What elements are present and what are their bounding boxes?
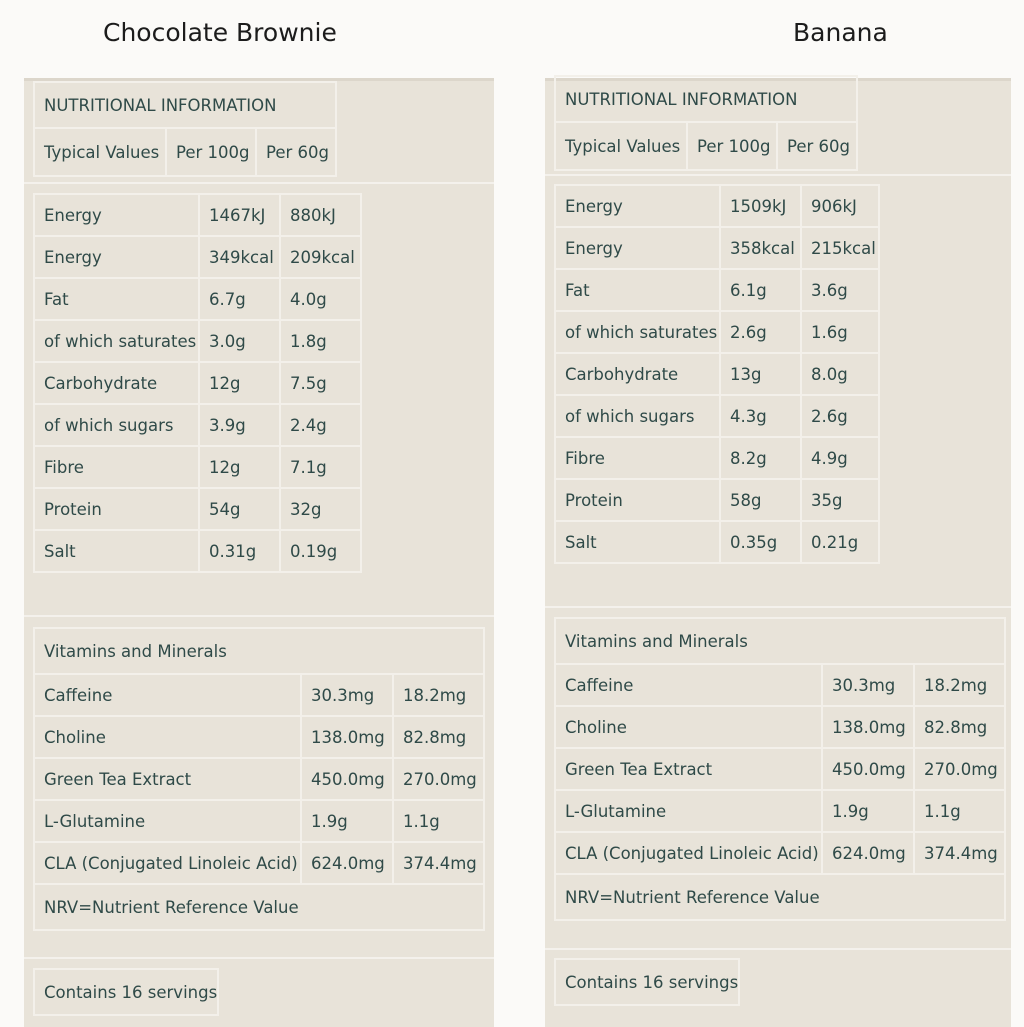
nutrient-row: [34, 404, 361, 446]
vitamin-per-100g: 1.9g: [822, 790, 914, 832]
nutrient-per-100g: 1509kJ: [720, 185, 801, 227]
vitamin-per-60g: 18.2mg: [914, 664, 1005, 706]
nutrient-per-60g: 4.9g: [801, 437, 879, 479]
nutrient-name: Protein: [34, 488, 199, 530]
vitamin-name: Green Tea Extract: [555, 748, 822, 790]
nutrient-row: [34, 362, 361, 404]
nutrition-values-table: [33, 193, 362, 573]
nutrient-per-60g: 209kcal: [280, 236, 361, 278]
vitamin-per-60g: 270.0mg: [393, 758, 484, 800]
header-columns-row: [555, 122, 857, 170]
nutrient-name: Energy: [555, 185, 720, 227]
nutrient-per-100g: 58g: [720, 479, 801, 521]
nutrient-name: Salt: [34, 530, 199, 572]
column-typical-values: Typical Values: [555, 122, 687, 170]
vitamin-per-60g: 374.4mg: [914, 832, 1005, 874]
vitamin-name: Green Tea Extract: [34, 758, 301, 800]
nrv-note-row: [555, 874, 1005, 920]
vitamin-per-60g: 1.1g: [393, 800, 484, 842]
vitamin-per-100g: 450.0mg: [301, 758, 393, 800]
nutrient-per-100g: 8.2g: [720, 437, 801, 479]
nutrient-row: [34, 236, 361, 278]
servings-count: Contains 16 servings: [555, 959, 739, 1005]
vitamin-per-60g: 374.4mg: [393, 842, 484, 884]
nutrient-row: [555, 437, 879, 479]
nutrient-per-100g: 358kcal: [720, 227, 801, 269]
section-divider: [545, 948, 1011, 950]
section-divider: [24, 182, 494, 184]
nutrient-per-100g: 12g: [199, 446, 280, 488]
vitamin-row: [34, 800, 484, 842]
vitamins-minerals-heading: Vitamins and Minerals: [555, 618, 1005, 664]
nutrient-per-60g: 35g: [801, 479, 879, 521]
nutrient-per-100g: 3.9g: [199, 404, 280, 446]
nutrition-header-table: [33, 81, 337, 177]
vitamin-name: Choline: [555, 706, 822, 748]
vitamin-per-60g: 1.1g: [914, 790, 1005, 832]
nutrient-name: Energy: [34, 236, 199, 278]
vitamin-per-60g: 82.8mg: [393, 716, 484, 758]
nutrient-name: Salt: [555, 521, 720, 563]
nutrient-per-60g: 2.4g: [280, 404, 361, 446]
vitamins-minerals-table: [554, 617, 1006, 921]
nutrient-row: [555, 269, 879, 311]
header-heading-row: [555, 76, 857, 122]
nutrient-row: [555, 395, 879, 437]
nutrient-per-100g: 2.6g: [720, 311, 801, 353]
nutrient-per-60g: 8.0g: [801, 353, 879, 395]
vitamin-row: [555, 832, 1005, 874]
nrv-note: NRV=Nutrient Reference Value: [555, 874, 1005, 920]
vitamins-heading-row: [34, 628, 484, 674]
nutrient-name: Carbohydrate: [555, 353, 720, 395]
nutrient-row: [34, 320, 361, 362]
nutrient-per-60g: 7.1g: [280, 446, 361, 488]
vitamin-row: [555, 748, 1005, 790]
nutrient-row: [555, 521, 879, 563]
nutrient-row: [555, 479, 879, 521]
nutrition-panel-banana: [545, 78, 1011, 1027]
servings-table: [33, 968, 219, 1016]
nutrient-name: Energy: [34, 194, 199, 236]
section-divider: [24, 957, 494, 959]
nutrient-row: [34, 278, 361, 320]
nutrient-per-100g: 54g: [199, 488, 280, 530]
nutrient-per-60g: 2.6g: [801, 395, 879, 437]
nutrient-row: [555, 185, 879, 227]
nutrient-per-100g: 6.1g: [720, 269, 801, 311]
vitamin-row: [34, 758, 484, 800]
vitamin-row: [555, 706, 1005, 748]
vitamin-name: L-Glutamine: [34, 800, 301, 842]
nutrient-name: of which saturates: [555, 311, 720, 353]
nutrient-per-100g: 0.35g: [720, 521, 801, 563]
vitamin-per-100g: 1.9g: [301, 800, 393, 842]
nutrient-per-100g: 13g: [720, 353, 801, 395]
nutrient-name: of which sugars: [555, 395, 720, 437]
vitamin-name: CLA (Conjugated Linoleic Acid): [34, 842, 301, 884]
vitamins-heading-row: [555, 618, 1005, 664]
vitamin-name: L-Glutamine: [555, 790, 822, 832]
vitamin-per-100g: 138.0mg: [301, 716, 393, 758]
vitamin-row: [34, 842, 484, 884]
vitamin-per-100g: 624.0mg: [301, 842, 393, 884]
nutrient-per-100g: 4.3g: [720, 395, 801, 437]
vitamin-per-100g: 624.0mg: [822, 832, 914, 874]
nutrient-name: Fibre: [34, 446, 199, 488]
nutrient-per-100g: 6.7g: [199, 278, 280, 320]
nutritional-information-heading: NUTRITIONAL INFORMATION: [555, 76, 857, 122]
vitamin-row: [555, 664, 1005, 706]
vitamin-name: CLA (Conjugated Linoleic Acid): [555, 832, 822, 874]
nutrient-name: Protein: [555, 479, 720, 521]
nutrient-name: Energy: [555, 227, 720, 269]
nutrient-name: of which saturates: [34, 320, 199, 362]
nutrient-row: [555, 311, 879, 353]
nutrient-per-60g: 0.19g: [280, 530, 361, 572]
column-per-100g: Per 100g: [687, 122, 777, 170]
nutrition-panel-chocolate-brownie: [24, 78, 494, 1027]
column-per-100g: Per 100g: [166, 128, 256, 176]
vitamin-per-100g: 30.3mg: [822, 664, 914, 706]
column-typical-values: Typical Values: [34, 128, 166, 176]
vitamin-row: [34, 674, 484, 716]
vitamin-row: [555, 790, 1005, 832]
nutrient-per-60g: 0.21g: [801, 521, 879, 563]
nutrient-per-60g: 4.0g: [280, 278, 361, 320]
nutrient-per-100g: 3.0g: [199, 320, 280, 362]
nutrient-per-100g: 12g: [199, 362, 280, 404]
nutrient-name: of which sugars: [34, 404, 199, 446]
nutrient-per-60g: 3.6g: [801, 269, 879, 311]
nutrient-per-100g: 349kcal: [199, 236, 280, 278]
vitamin-per-60g: 82.8mg: [914, 706, 1005, 748]
nutrient-per-100g: 0.31g: [199, 530, 280, 572]
nutrient-row: [34, 530, 361, 572]
nutrient-name: Fibre: [555, 437, 720, 479]
vitamins-minerals-table: [33, 627, 485, 931]
vitamin-per-100g: 30.3mg: [301, 674, 393, 716]
nutrient-per-60g: 1.8g: [280, 320, 361, 362]
nutrient-per-100g: 1467kJ: [199, 194, 280, 236]
vitamin-row: [34, 716, 484, 758]
nutrient-name: Fat: [34, 278, 199, 320]
nutrition-values-table: [554, 184, 880, 564]
section-divider: [545, 606, 1011, 608]
nrv-note-row: [34, 884, 484, 930]
vitamin-per-100g: 450.0mg: [822, 748, 914, 790]
vitamin-name: Choline: [34, 716, 301, 758]
nutrient-per-60g: 32g: [280, 488, 361, 530]
nutrient-name: Carbohydrate: [34, 362, 199, 404]
nrv-note: NRV=Nutrient Reference Value: [34, 884, 484, 930]
nutrient-name: Fat: [555, 269, 720, 311]
product-title-chocolate-brownie: Chocolate Brownie: [103, 18, 337, 47]
product-title-banana: Banana: [793, 18, 888, 47]
header-heading-row: [34, 82, 336, 128]
nutrient-row: [555, 353, 879, 395]
servings-table: [554, 958, 740, 1006]
servings-count: Contains 16 servings: [34, 969, 218, 1015]
nutrient-row: [34, 488, 361, 530]
section-divider: [545, 174, 1011, 176]
nutrient-per-60g: 1.6g: [801, 311, 879, 353]
vitamin-name: Caffeine: [555, 664, 822, 706]
nutrient-per-60g: 906kJ: [801, 185, 879, 227]
nutrient-row: [34, 446, 361, 488]
nutrient-per-60g: 880kJ: [280, 194, 361, 236]
vitamin-per-60g: 270.0mg: [914, 748, 1005, 790]
nutrition-header-table: [554, 75, 858, 171]
column-per-60g: Per 60g: [777, 122, 857, 170]
nutrient-row: [555, 227, 879, 269]
vitamin-per-100g: 138.0mg: [822, 706, 914, 748]
section-divider: [24, 615, 494, 617]
vitamin-name: Caffeine: [34, 674, 301, 716]
nutrient-per-60g: 215kcal: [801, 227, 879, 269]
nutrient-per-60g: 7.5g: [280, 362, 361, 404]
column-per-60g: Per 60g: [256, 128, 336, 176]
vitamin-per-60g: 18.2mg: [393, 674, 484, 716]
nutritional-information-heading: NUTRITIONAL INFORMATION: [34, 82, 336, 128]
vitamins-minerals-heading: Vitamins and Minerals: [34, 628, 484, 674]
header-columns-row: [34, 128, 336, 176]
nutrient-row: [34, 194, 361, 236]
